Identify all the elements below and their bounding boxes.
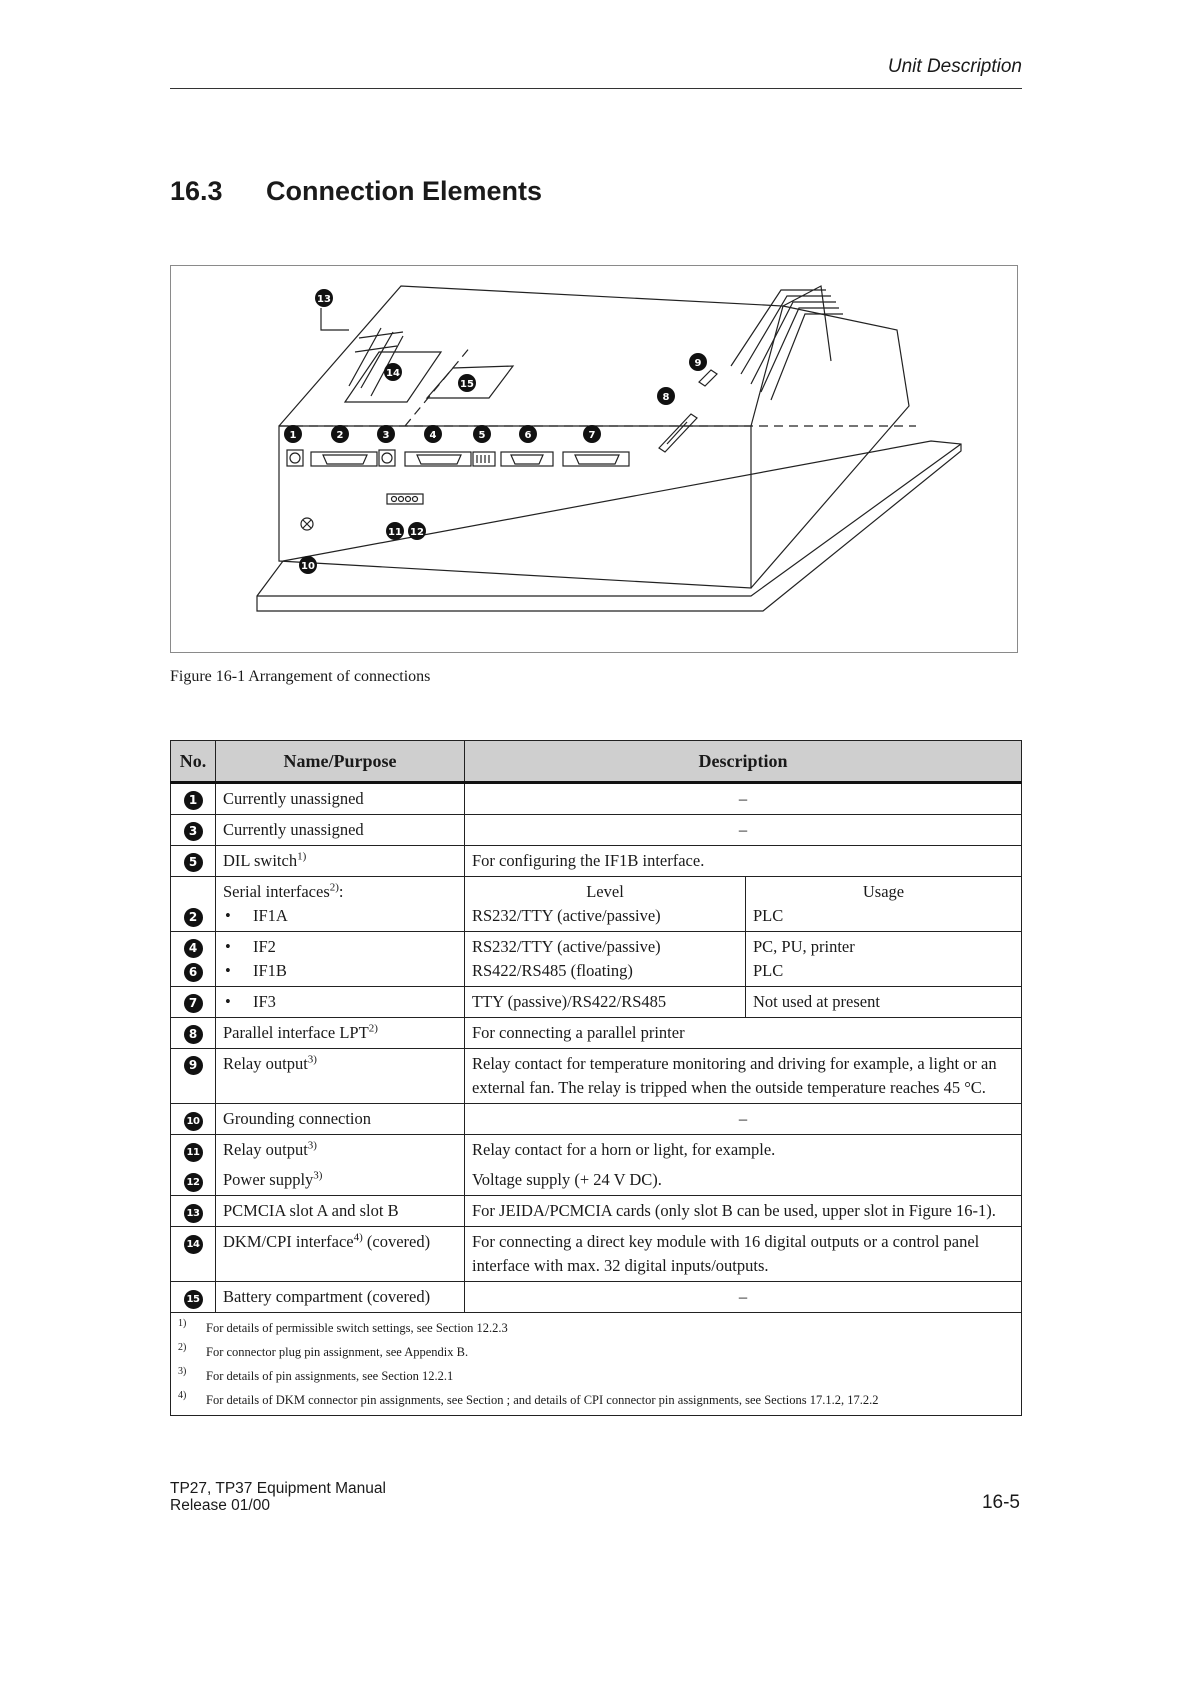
connector-7 — [563, 452, 629, 466]
row-number-badge: 12 — [184, 1173, 203, 1192]
figure-caption: Figure 16-1 Arrangement of connections — [170, 668, 431, 685]
callout-10-label: 10 — [301, 561, 315, 572]
row-description: – — [465, 1104, 1022, 1135]
heatsink-fins — [731, 286, 843, 400]
row-name: Currently unassigned — [216, 815, 465, 846]
callout-8-label: 8 — [662, 392, 670, 403]
footnote-ref: 2) — [368, 1022, 378, 1035]
row-name: DKM/CPI interface$^{4)}$ (covered) — [216, 1227, 465, 1282]
connector-1 — [287, 450, 303, 466]
callout-2-label: 2 — [336, 430, 344, 441]
header-rule — [170, 88, 1022, 89]
row-number-badge: 1 — [184, 791, 203, 810]
table-row — [171, 1018, 1022, 1049]
section-number: 16.3 — [170, 176, 223, 206]
right-face — [751, 306, 909, 588]
footnote: 3) For details of pin assignments, see Section 12.2.1 — [178, 1366, 454, 1383]
connector-2 — [311, 452, 377, 466]
row-number-badge: 10 — [184, 1112, 203, 1131]
footnote-ref: 3) — [307, 1053, 317, 1066]
table-row — [171, 1282, 1022, 1313]
running-header: Unit Description — [887, 56, 1022, 77]
serial-usage: PC, PU, printer — [753, 937, 855, 956]
connections-table — [170, 740, 1022, 1416]
callout-13-label: 13 — [317, 294, 331, 305]
serial-level: RS232/TTY (active/passive) — [472, 937, 661, 956]
footer-manual: TP27, TP37 Equipment Manual — [170, 1480, 386, 1497]
callout-14-label: 14 — [386, 368, 400, 379]
header-description: Description — [465, 741, 1022, 783]
row-number-badge: 7 — [184, 994, 203, 1013]
row-description: For JEIDA/PCMCIA cards (only slot B can be used, upper slot in Figure 16-1). — [465, 1196, 1022, 1227]
callout-15-label: 15 — [460, 379, 474, 390]
row-name: Relay output$^{3)}$ — [223, 1139, 317, 1159]
table-row — [171, 815, 1022, 846]
row-description: Voltage supply (+ 24 V DC). — [472, 1170, 662, 1189]
serial-item: • IF1A — [225, 906, 288, 925]
row-description: – — [465, 815, 1022, 846]
callout-4-label: 4 — [429, 430, 437, 441]
table-row-serial-a — [171, 877, 1022, 932]
row-name: Relay output$^{3)}$ — [216, 1049, 465, 1104]
connector-5 — [473, 452, 495, 466]
top-face — [279, 286, 783, 426]
table-row — [171, 846, 1022, 877]
callout-9-label: 9 — [694, 358, 702, 369]
callout-12-label: 12 — [410, 527, 424, 538]
ground-symbol — [301, 518, 313, 530]
connector-6 — [501, 452, 553, 466]
device-drawing — [171, 266, 1017, 652]
table-row-serial-c — [171, 987, 1022, 1018]
row-name: Grounding connection — [216, 1104, 465, 1135]
serial-title: Serial interfaces$^{2)}$: — [223, 881, 344, 901]
table-header-row — [171, 741, 1022, 783]
table-row — [171, 1049, 1022, 1104]
serial-item: • IF2 — [225, 937, 276, 956]
footer-manual-info — [170, 1480, 386, 1514]
row-name: Battery compartment (covered) — [216, 1282, 465, 1313]
row-description: – — [465, 1282, 1022, 1313]
front-face — [279, 426, 751, 588]
row-description: Relay contact for temperature monitoring and driving for example, a light or an external fan. The relay is tripped when the outside temperature reaches 45 °C. — [465, 1049, 1022, 1104]
row-number-badge: 2 — [184, 908, 203, 927]
connector-9 — [699, 370, 717, 386]
table-row — [171, 1135, 1022, 1196]
table-row — [171, 1104, 1022, 1135]
row-number-badge: 14 — [184, 1235, 203, 1254]
table-row — [171, 783, 1022, 815]
page-number: 16-5 — [981, 1492, 1020, 1513]
terminal-11-12 — [387, 494, 423, 504]
row-description: For connecting a direct key module with 16 digital outputs or a control panel interface with max. 32 digital inputs/outputs. — [465, 1227, 1022, 1282]
footnote: 4) For details of DKM connector pin assignments, see Section ; and details of CPI connector pin assignments, see Sections 17.1.2, 17.2.2 — [178, 1390, 879, 1407]
row-number-badge: 4 — [184, 939, 203, 958]
row-name: Currently unassigned — [216, 783, 465, 815]
row-name: PCMCIA slot A and slot B — [216, 1196, 465, 1227]
figure-connections — [170, 265, 1018, 653]
row-name: DIL switch$^{1)}$ — [216, 846, 465, 877]
row-number-badge: 9 — [184, 1056, 203, 1075]
callout-7-label: 7 — [588, 430, 596, 441]
footnote: 1) For details of permissible switch settings, see Section 12.2.3 — [178, 1318, 508, 1335]
row-description: Relay contact for a horn or light, for example. — [472, 1140, 776, 1159]
footnote-ref: 1) — [297, 850, 307, 863]
serial-usage: PLC — [753, 961, 784, 980]
row-description: – — [465, 783, 1022, 815]
row-number-badge: 15 — [184, 1290, 203, 1309]
callout-6-label: 6 — [524, 430, 532, 441]
connector-8 — [659, 414, 697, 452]
table-row — [171, 1196, 1022, 1227]
serial-level: TTY (passive)/RS422/RS485 — [465, 987, 746, 1018]
callout-1-label: 1 — [289, 430, 297, 441]
serial-item: • IF1B — [225, 961, 287, 980]
row-name: Power supply$^{3)}$ — [223, 1169, 323, 1189]
row-number-badge: 3 — [184, 822, 203, 841]
row-description: For connecting a parallel printer — [465, 1018, 1022, 1049]
header-no: No. — [171, 741, 216, 783]
callout-3-label: 3 — [382, 430, 390, 441]
footnotes-row — [171, 1313, 1022, 1416]
row-number-badge: 6 — [184, 963, 203, 982]
serial-usage: PLC — [753, 906, 784, 925]
row-number-badge: 11 — [184, 1143, 203, 1162]
serial-usage: Not used at present — [746, 987, 1022, 1018]
connector-3 — [379, 450, 395, 466]
footnote: 2) For connector plug pin assignment, see Appendix B. — [178, 1342, 469, 1359]
serial-item: • IF3 — [216, 987, 465, 1018]
col-level: Level — [586, 882, 624, 901]
row-number-badge: 8 — [184, 1025, 203, 1044]
callout-5-label: 5 — [478, 430, 486, 441]
section-title: Connection Elements — [266, 176, 543, 206]
row-description: For configuring the IF1B interface. — [465, 846, 1022, 877]
header-name: Name/Purpose — [216, 741, 465, 783]
connector-4 — [405, 452, 471, 466]
table-row — [171, 1227, 1022, 1282]
figure-callouts — [284, 289, 707, 574]
footnote-ref: 4) — [353, 1231, 363, 1244]
table-row-serial-b — [171, 932, 1022, 987]
row-number-badge: 5 — [184, 853, 203, 872]
section-heading — [170, 176, 542, 207]
row-name: Parallel interface LPT$^{2)}$ — [216, 1018, 465, 1049]
col-usage: Usage — [862, 882, 905, 901]
serial-level: RS232/TTY (active/passive) — [472, 906, 661, 925]
serial-level: RS422/RS485 (floating) — [472, 961, 633, 980]
callout-11-label: 11 — [388, 527, 402, 538]
row-number-badge: 13 — [184, 1204, 203, 1223]
footer-release: Release 01/00 — [170, 1497, 270, 1514]
